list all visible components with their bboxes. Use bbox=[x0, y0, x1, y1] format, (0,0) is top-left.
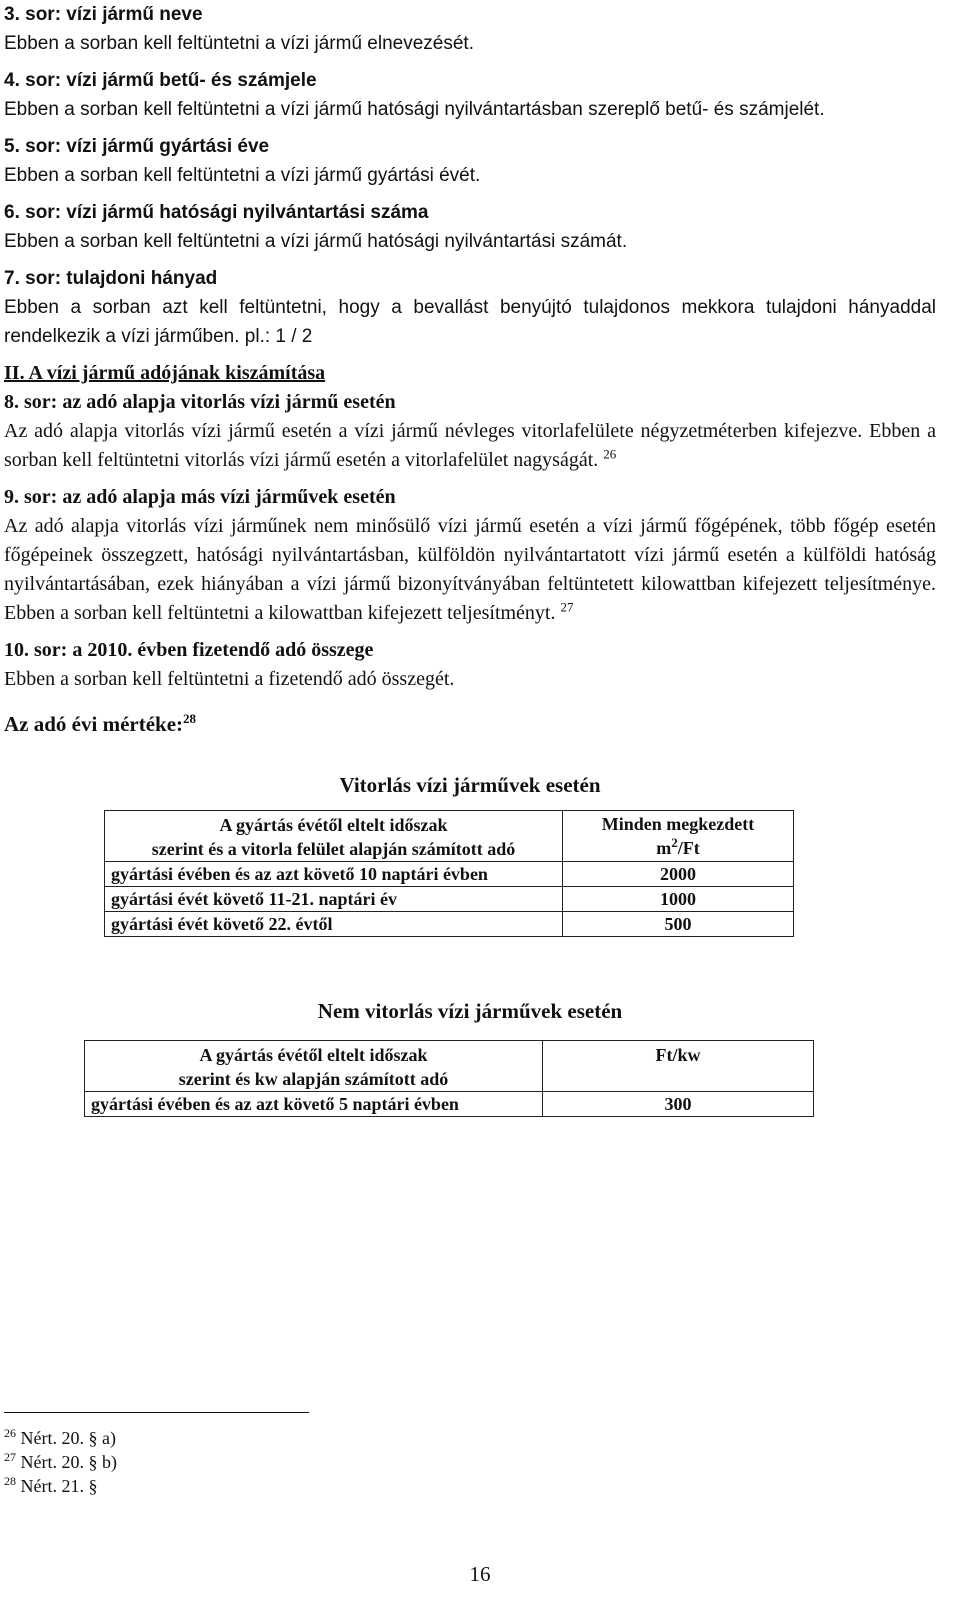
section-6 bbox=[4, 198, 936, 256]
section-body: Ebben a sorban kell feltüntetni a fizetendő adó összegét. bbox=[4, 668, 455, 690]
section-body: Ebben a sorban kell feltüntetni a vízi jármű hatósági nyilvántartási számát. bbox=[4, 231, 628, 252]
section-8 bbox=[4, 388, 936, 475]
unit-sup: 2 bbox=[671, 835, 678, 850]
section-10 bbox=[4, 636, 936, 694]
footnote-divider bbox=[4, 1412, 309, 1413]
table-header-row bbox=[85, 1041, 814, 1092]
rate-label: Az adó évi mértéke: bbox=[4, 712, 184, 736]
part-title: II. A vízi jármű adójának kiszámítása bbox=[4, 362, 326, 384]
section-body: Ebben a sorban azt kell feltüntetni, hogy a bevallást benyújtó tulajdonos mekkora tulajdoni hányaddal rendelkezik a vízi járműben. pl.: 1 / 2 bbox=[4, 297, 936, 347]
unit-ft: /Ft bbox=[677, 838, 700, 858]
footnote bbox=[4, 1451, 117, 1473]
footnote bbox=[4, 1427, 116, 1449]
footnote-ref: 28 bbox=[183, 711, 197, 726]
row-value: 2000 bbox=[563, 862, 794, 887]
footnote-number: 28 bbox=[4, 1474, 16, 1488]
footnote-text: Nért. 20. § b) bbox=[20, 1452, 117, 1472]
header-line: A gyártás évétől eltelt időszak bbox=[199, 1045, 428, 1065]
row-period: gyártási évében és az azt követő 5 naptári évben bbox=[85, 1092, 543, 1117]
section-body: Ebben a sorban kell feltüntetni a vízi jármű elnevezését. bbox=[4, 33, 474, 54]
sail-tax-table bbox=[104, 810, 794, 937]
section-body: Ebben a sorban kell feltüntetni a vízi jármű gyártási évét. bbox=[4, 165, 481, 186]
section-heading: 10. sor: a 2010. évben fizetendő adó összege bbox=[4, 639, 374, 661]
section-heading: 6. sor: vízi jármű hatósági nyilvántartási száma bbox=[4, 202, 429, 223]
document-page bbox=[4, 0, 936, 1117]
table2-title: Nem vitorlás vízi járművek esetén bbox=[317, 999, 623, 1023]
row-value: 500 bbox=[563, 912, 794, 937]
footnote-ref: 27 bbox=[560, 599, 574, 615]
section-body: Ebben a sorban kell feltüntetni a vízi jármű hatósági nyilvántartásban szereplő betű- és számjelét. bbox=[4, 99, 825, 120]
section-5 bbox=[4, 132, 936, 190]
section-body bbox=[4, 417, 936, 475]
table-row bbox=[105, 912, 794, 937]
section-body-text: Az adó alapja vitorlás vízi járműnek nem minősülő vízi jármű esetén a vízi jármű főgépének, több főgép esetén főgépeinek összegzett, hatósági nyilvántartásban, külföldön nyilvántartatott vízi jármű esetén a külföldi hatóság nyilvántartásában, ezek hiányában a vízi jármű bizonyítványában feltüntetett kilowattban kifejezett teljesítménye. Ebben a sorban kell feltüntetni a kilowattban kifejezett teljesítményt. bbox=[4, 515, 936, 624]
footnote-number: 27 bbox=[4, 1450, 16, 1464]
header-rate: Ft/kw bbox=[543, 1041, 814, 1092]
section-heading: 3. sor: vízi jármű neve bbox=[4, 4, 203, 25]
unit-m: m bbox=[656, 838, 672, 858]
header-line: A gyártás évétől eltelt időszak bbox=[219, 815, 448, 835]
rate-heading bbox=[4, 710, 936, 739]
row-period: gyártási évében és az azt követő 10 naptári évben bbox=[105, 862, 563, 887]
section-body bbox=[4, 512, 936, 628]
section-7 bbox=[4, 264, 936, 351]
table-row bbox=[85, 1092, 814, 1117]
row-value: 1000 bbox=[563, 887, 794, 912]
footnote-number: 26 bbox=[4, 1426, 16, 1440]
row-period: gyártási évét követő 11-21. naptári év bbox=[105, 887, 563, 912]
section-heading: 4. sor: vízi jármű betű- és számjele bbox=[4, 70, 317, 91]
header-period bbox=[85, 1041, 543, 1092]
section-heading: 9. sor: az adó alapja más vízi járművek esetén bbox=[4, 486, 396, 508]
footnote-text: Nért. 21. § bbox=[20, 1476, 98, 1496]
header-rate bbox=[563, 811, 794, 862]
header-period bbox=[105, 811, 563, 862]
row-period: gyártási évét követő 22. évtől bbox=[105, 912, 563, 937]
header-line bbox=[569, 836, 787, 860]
footnote bbox=[4, 1475, 97, 1497]
table1-title: Vitorlás vízi járművek esetén bbox=[339, 773, 601, 797]
motor-tax-table bbox=[84, 1040, 814, 1117]
header-line: szerint és kw alapján számított adó bbox=[178, 1069, 449, 1089]
section-heading: 5. sor: vízi jármű gyártási éve bbox=[4, 136, 270, 157]
header-line: Minden megkezdett bbox=[601, 814, 755, 834]
table-row bbox=[105, 887, 794, 912]
section-heading: 7. sor: tulajdoni hányad bbox=[4, 268, 218, 289]
section-heading: 8. sor: az adó alapja vitorlás vízi jármű esetén bbox=[4, 391, 396, 413]
header-line: szerint és a vitorla felület alapján számított adó bbox=[151, 839, 516, 859]
section-body-text: Az adó alapja vitorlás vízi jármű esetén a vízi jármű névleges vitorlafelülete négyzetméterben kifejezve. Ebben a sorban kell feltüntetni vitorlás vízi jármű esetén a vitorlafelület nagyságát. bbox=[4, 420, 936, 471]
section-3 bbox=[4, 0, 936, 58]
table-header-row bbox=[105, 811, 794, 862]
section-4 bbox=[4, 66, 936, 124]
footnote-text: Nért. 20. § a) bbox=[20, 1428, 116, 1448]
table-row bbox=[105, 862, 794, 887]
row-value: 300 bbox=[543, 1092, 814, 1117]
section-9 bbox=[4, 483, 936, 628]
page-number: 16 bbox=[469, 1562, 491, 1586]
footnote-ref: 26 bbox=[603, 446, 617, 462]
